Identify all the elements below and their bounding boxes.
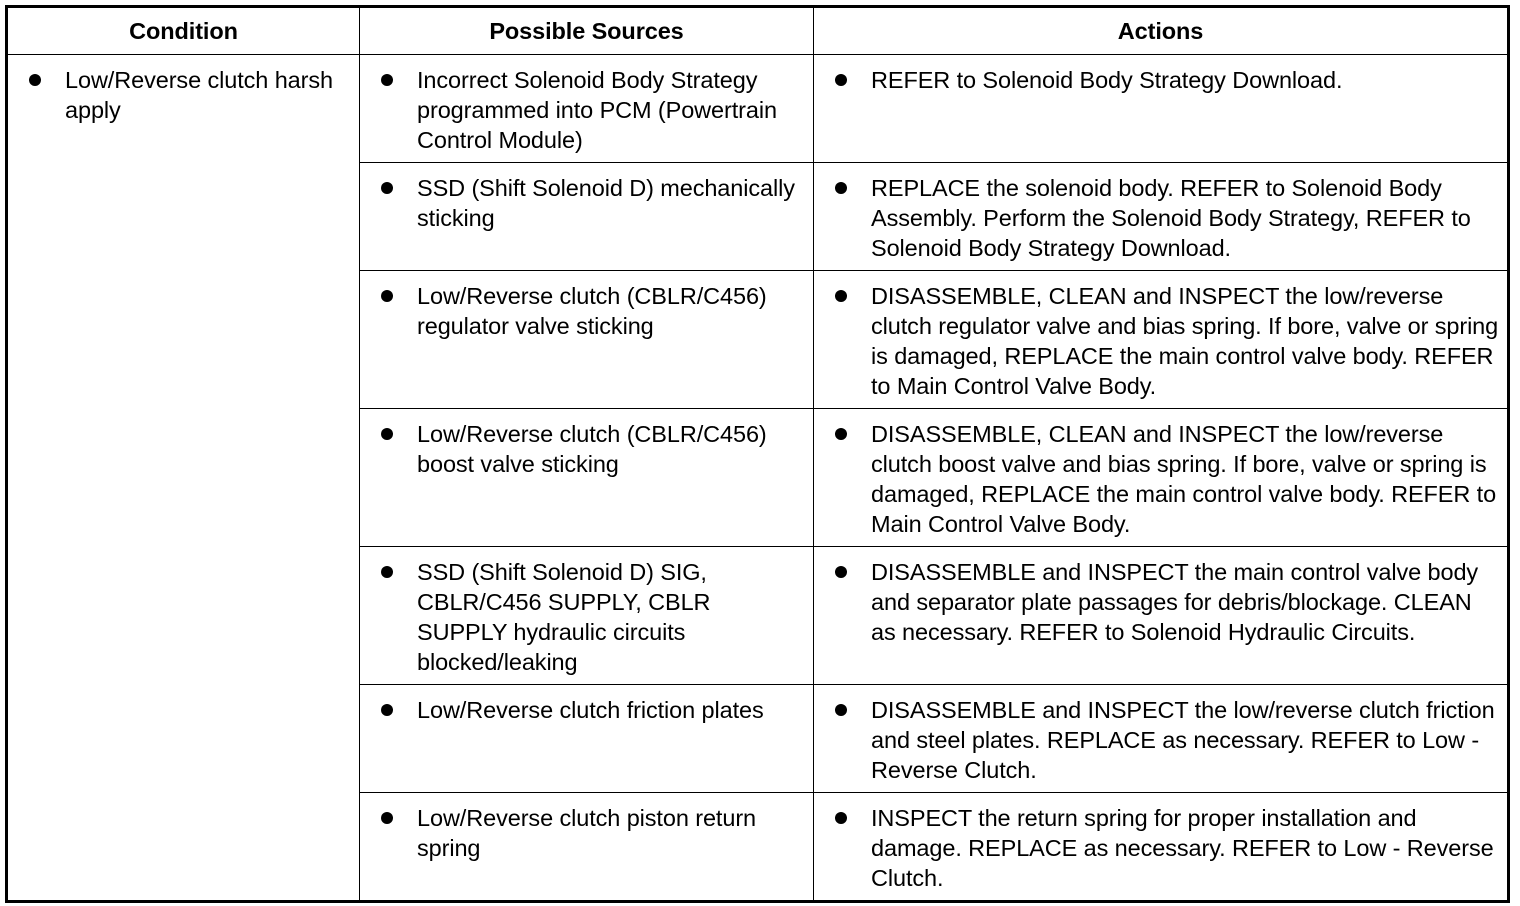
action-item [814, 695, 1499, 785]
bullet-icon [835, 182, 847, 194]
header-row [7, 7, 1509, 55]
bullet-icon [835, 428, 847, 440]
bullet-icon [835, 74, 847, 86]
header-possible-sources: Possible Sources [360, 7, 814, 55]
source-cell [360, 793, 814, 902]
action-item [814, 65, 1499, 95]
source-cell [360, 163, 814, 271]
action-item [814, 419, 1499, 539]
action-text: DISASSEMBLE, CLEAN and INSPECT the low/reverse clutch boost valve and bias spring. If bore, valve or spring is damaged, REPLACE the main control valve body. REFER to Main Control Valve Body. [871, 421, 1497, 537]
action-item [814, 173, 1499, 263]
source-item [360, 695, 805, 725]
header-actions: Actions [814, 7, 1509, 55]
source-text: Low/Reverse clutch piston return spring [417, 805, 757, 861]
action-text: REPLACE the solenoid body. REFER to Solenoid Body Assembly. Perform the Solenoid Body Strategy, REFER to Solenoid Body Strategy Download. [871, 175, 1471, 261]
source-text: Incorrect Solenoid Body Strategy programmed into PCM (Powertrain Control Module) [417, 67, 777, 153]
action-item [814, 281, 1499, 401]
action-cell [814, 409, 1509, 547]
bullet-icon [381, 812, 393, 824]
action-text: DISASSEMBLE and INSPECT the low/reverse clutch friction and steel plates. REPLACE as necessary. REFER to Low - Reverse Clutch. [871, 697, 1495, 783]
bullet-icon [835, 566, 847, 578]
source-item [360, 65, 805, 155]
source-item [360, 803, 805, 863]
action-cell [814, 793, 1509, 902]
table-row [7, 55, 1509, 163]
source-cell [360, 55, 814, 163]
action-text: DISASSEMBLE and INSPECT the main control valve body and separator plate passages for debris/blockage. CLEAN as necessary. REFER to Solenoid Hydraulic Circuits. [871, 559, 1479, 645]
condition-cell [7, 55, 360, 902]
bullet-icon [381, 566, 393, 578]
action-cell [814, 55, 1509, 163]
source-text: Low/Reverse clutch (CBLR/C456) regulator valve sticking [417, 283, 767, 339]
bullet-icon [835, 290, 847, 302]
action-item [814, 803, 1499, 893]
source-text: SSD (Shift Solenoid D) mechanically sticking [417, 175, 795, 231]
source-item [360, 173, 805, 233]
bullet-icon [835, 704, 847, 716]
action-cell [814, 547, 1509, 685]
action-text: DISASSEMBLE, CLEAN and INSPECT the low/reverse clutch regulator valve and bias spring. If bore, valve or spring is damaged, REPLACE the main control valve body. REFER to Main Control Valve Body. [871, 283, 1499, 399]
source-text: SSD (Shift Solenoid D) SIG, CBLR/C456 SUPPLY, CBLR SUPPLY hydraulic circuits blocked/leaking [417, 559, 711, 675]
action-text: REFER to Solenoid Body Strategy Download. [871, 67, 1343, 93]
bullet-icon [381, 290, 393, 302]
header-condition: Condition [7, 7, 360, 55]
source-text: Low/Reverse clutch (CBLR/C456) boost valve sticking [417, 421, 767, 477]
source-cell [360, 685, 814, 793]
diagnosis-table [5, 5, 1510, 903]
action-item [814, 557, 1499, 647]
source-text: Low/Reverse clutch friction plates [417, 697, 764, 723]
bullet-icon [381, 182, 393, 194]
source-cell [360, 271, 814, 409]
source-item [360, 419, 805, 479]
action-text: INSPECT the return spring for proper installation and damage. REPLACE as necessary. REFER to Low - Reverse Clutch. [871, 805, 1494, 891]
source-cell [360, 409, 814, 547]
bullet-icon [29, 74, 41, 86]
bullet-icon [835, 812, 847, 824]
action-cell [814, 163, 1509, 271]
action-cell [814, 685, 1509, 793]
action-cell [814, 271, 1509, 409]
source-item [360, 557, 805, 677]
bullet-icon [381, 74, 393, 86]
condition-item [8, 65, 351, 125]
condition-text: Low/Reverse clutch harsh apply [65, 67, 333, 123]
bullet-icon [381, 704, 393, 716]
source-item [360, 281, 805, 341]
source-cell [360, 547, 814, 685]
bullet-icon [381, 428, 393, 440]
